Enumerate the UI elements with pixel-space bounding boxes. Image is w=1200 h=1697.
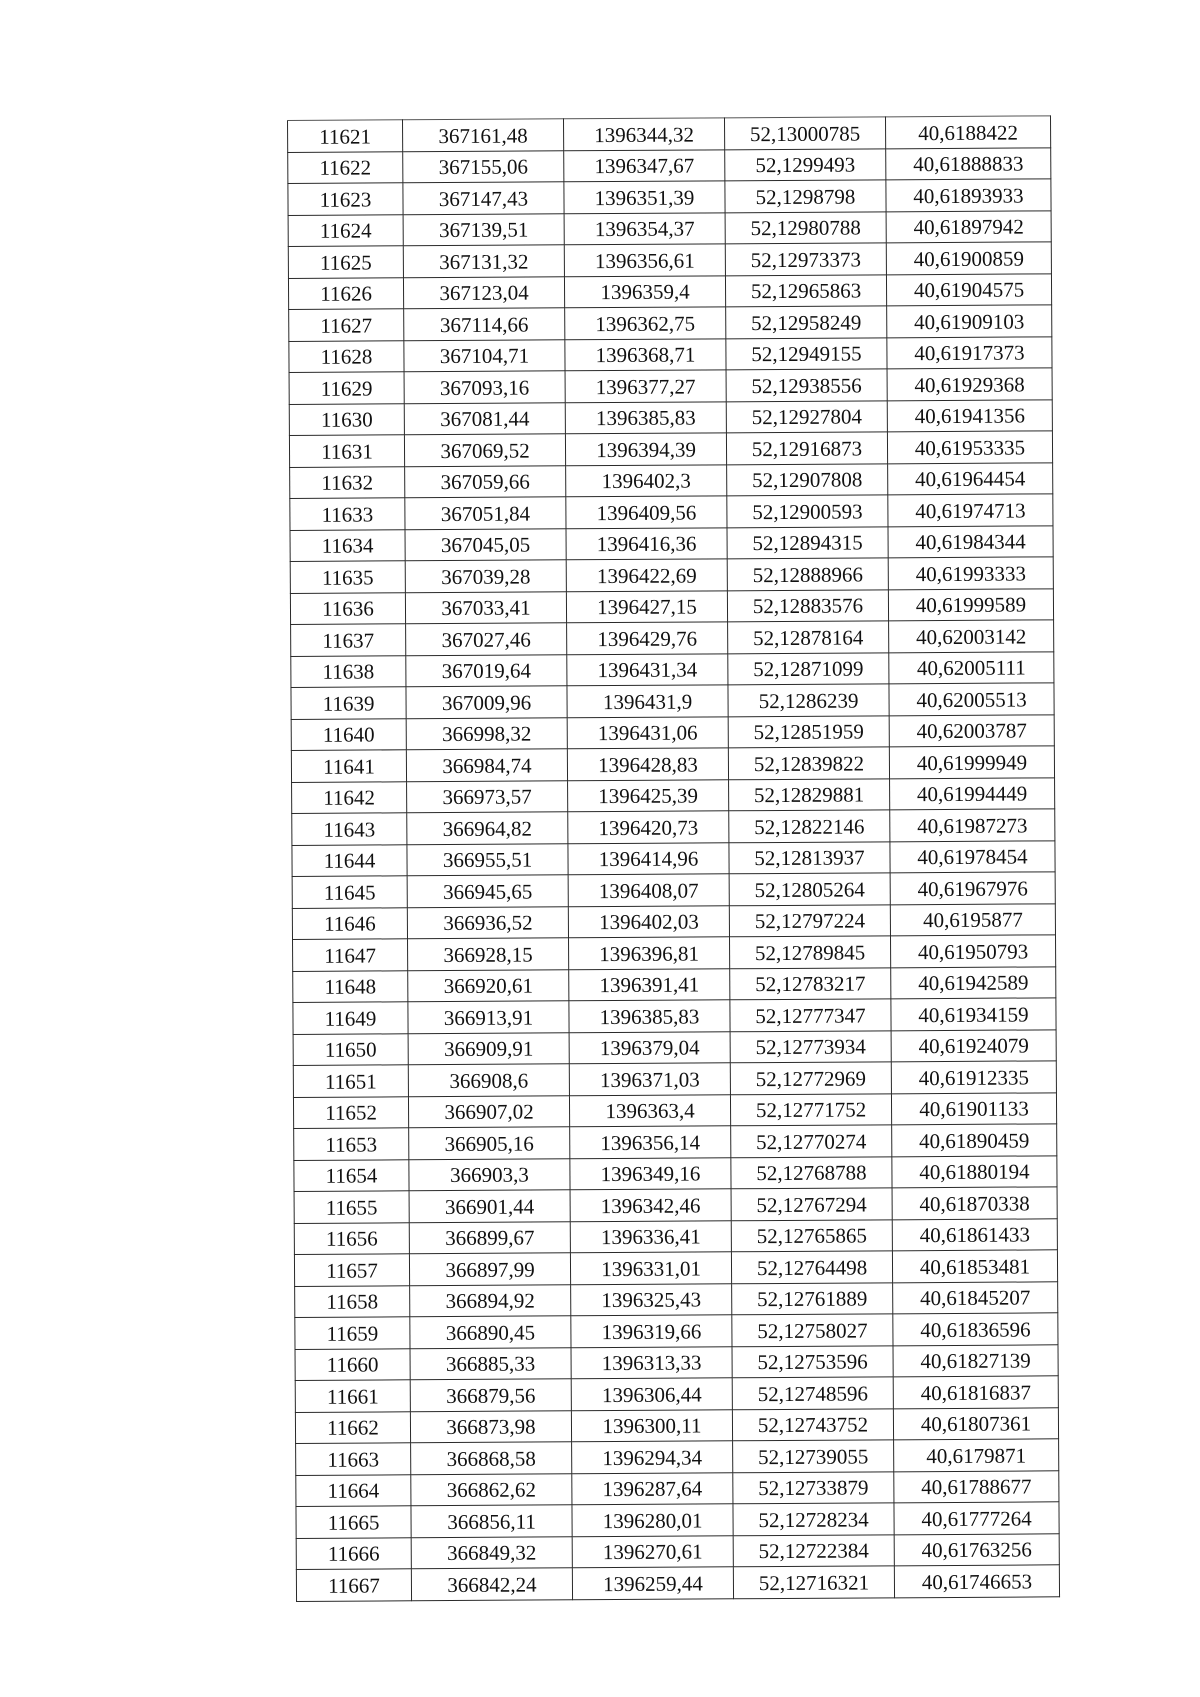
point-number-cell: 11648 — [293, 970, 408, 1002]
x-coordinate-cell: 366856,11 — [411, 1505, 572, 1537]
latitude-cell: 52,12728234 — [733, 1503, 894, 1535]
table-row — [293, 1061, 1056, 1097]
x-coordinate-cell: 366905,16 — [409, 1127, 570, 1159]
longitude-cell: 40,61880194 — [892, 1155, 1057, 1188]
y-coordinate-cell: 1396428,83 — [567, 748, 728, 780]
point-number-cell: 11656 — [294, 1222, 409, 1254]
y-coordinate-cell: 1396306,44 — [571, 1378, 732, 1410]
longitude-cell: 40,61853481 — [892, 1250, 1057, 1283]
point-number-cell: 11631 — [289, 435, 404, 467]
longitude-cell: 40,61888833 — [886, 147, 1051, 180]
latitude-cell: 52,12783217 — [730, 967, 891, 999]
point-number-cell: 11657 — [294, 1254, 409, 1286]
y-coordinate-cell: 1396371,03 — [569, 1063, 730, 1095]
point-number-cell: 11639 — [291, 687, 406, 719]
y-coordinate-cell: 1396287,64 — [572, 1472, 733, 1504]
table-row — [288, 242, 1051, 278]
y-coordinate-cell: 1396325,43 — [571, 1283, 732, 1315]
x-coordinate-cell: 366964,82 — [407, 812, 568, 844]
longitude-cell: 40,62003787 — [889, 714, 1054, 747]
table-row — [296, 1439, 1059, 1475]
longitude-cell: 40,61950793 — [890, 935, 1055, 968]
point-number-cell: 11645 — [292, 876, 407, 908]
table-row — [296, 1470, 1059, 1506]
x-coordinate-cell: 366913,91 — [408, 1001, 569, 1033]
longitude-cell: 40,62003142 — [889, 620, 1054, 653]
y-coordinate-cell: 1396431,06 — [567, 716, 728, 748]
point-number-cell: 11625 — [288, 246, 403, 278]
longitude-cell: 40,61870338 — [892, 1187, 1057, 1220]
point-number-cell: 11638 — [291, 655, 406, 687]
latitude-cell: 52,12888966 — [727, 558, 888, 590]
x-coordinate-cell: 366955,51 — [407, 843, 568, 875]
point-number-cell: 11663 — [296, 1443, 411, 1475]
y-coordinate-cell: 1396394,39 — [565, 433, 726, 465]
longitude-cell: 40,61964454 — [888, 462, 1053, 495]
y-coordinate-cell: 1396427,15 — [566, 590, 727, 622]
y-coordinate-cell: 1396342,46 — [570, 1189, 731, 1221]
point-number-cell: 11640 — [291, 718, 406, 750]
table-row — [288, 210, 1051, 246]
table-row — [296, 1533, 1059, 1569]
table-row — [295, 1344, 1058, 1380]
table-row — [289, 305, 1052, 341]
table-row — [293, 966, 1056, 1002]
table-row — [290, 557, 1053, 593]
point-number-cell: 11651 — [293, 1065, 408, 1097]
x-coordinate-cell: 366849,32 — [411, 1536, 572, 1568]
latitude-cell: 52,12900593 — [727, 495, 888, 527]
longitude-cell: 40,61763256 — [894, 1533, 1059, 1566]
x-coordinate-cell: 366868,58 — [411, 1442, 572, 1474]
table-row — [294, 1250, 1057, 1286]
point-number-cell: 11630 — [289, 403, 404, 435]
x-coordinate-cell: 367027,46 — [406, 623, 567, 655]
longitude-cell: 40,61827139 — [893, 1344, 1058, 1377]
latitude-cell: 52,12777347 — [730, 999, 891, 1031]
y-coordinate-cell: 1396280,01 — [572, 1504, 733, 1536]
point-number-cell: 11649 — [293, 1002, 408, 1034]
table-row — [295, 1376, 1058, 1412]
point-number-cell: 11642 — [292, 781, 407, 813]
longitude-cell: 40,61904575 — [886, 273, 1051, 306]
y-coordinate-cell: 1396313,33 — [571, 1346, 732, 1378]
latitude-cell: 52,12748596 — [732, 1377, 893, 1409]
x-coordinate-cell: 367139,51 — [403, 213, 564, 245]
latitude-cell: 52,12758027 — [732, 1314, 893, 1346]
x-coordinate-cell: 366936,52 — [407, 906, 568, 938]
longitude-cell: 40,61788677 — [894, 1470, 1059, 1503]
point-number-cell: 11655 — [294, 1191, 409, 1223]
y-coordinate-cell: 1396422,69 — [566, 559, 727, 591]
table-row — [296, 1502, 1059, 1538]
longitude-cell: 40,61807361 — [893, 1407, 1058, 1440]
latitude-cell: 52,12797224 — [729, 904, 890, 936]
latitude-cell: 52,12878164 — [728, 621, 889, 653]
longitude-cell: 40,61974713 — [888, 494, 1053, 527]
longitude-cell: 40,61999949 — [889, 746, 1054, 779]
latitude-cell: 52,12739055 — [733, 1440, 894, 1472]
latitude-cell: 52,12768788 — [731, 1156, 892, 1188]
point-number-cell: 11641 — [291, 750, 406, 782]
point-number-cell: 11643 — [292, 813, 407, 845]
latitude-cell: 52,12822146 — [729, 810, 890, 842]
y-coordinate-cell: 1396349,16 — [570, 1157, 731, 1189]
table-row — [292, 809, 1055, 845]
y-coordinate-cell: 1396368,71 — [565, 338, 726, 370]
table-row — [289, 368, 1052, 404]
y-coordinate-cell: 1396425,39 — [568, 779, 729, 811]
latitude-cell: 52,12772969 — [730, 1062, 891, 1094]
longitude-cell: 40,61999589 — [888, 588, 1053, 621]
x-coordinate-cell: 367114,66 — [404, 308, 565, 340]
x-coordinate-cell: 367039,28 — [405, 560, 566, 592]
latitude-cell: 52,12916873 — [726, 432, 887, 464]
table-row — [288, 116, 1051, 152]
point-number-cell: 11664 — [296, 1474, 411, 1506]
y-coordinate-cell: 1396319,66 — [571, 1315, 732, 1347]
point-number-cell: 11644 — [292, 844, 407, 876]
longitude-cell: 40,61777264 — [894, 1502, 1059, 1535]
table-row — [292, 903, 1055, 939]
latitude-cell: 52,12770274 — [731, 1125, 892, 1157]
table-row — [291, 651, 1054, 687]
x-coordinate-cell: 367059,66 — [405, 465, 566, 497]
latitude-cell: 52,12813937 — [729, 841, 890, 873]
table-row — [289, 336, 1052, 372]
longitude-cell: 40,62005111 — [889, 651, 1054, 684]
x-coordinate-cell: 367051,84 — [405, 497, 566, 529]
point-number-cell: 11665 — [296, 1506, 411, 1538]
x-coordinate-cell: 367104,71 — [404, 339, 565, 371]
y-coordinate-cell: 1396259,44 — [572, 1567, 733, 1599]
y-coordinate-cell: 1396429,76 — [567, 622, 728, 654]
longitude-cell: 40,62005513 — [889, 683, 1054, 716]
table-row — [294, 1218, 1057, 1254]
latitude-cell: 52,12733879 — [733, 1471, 894, 1503]
y-coordinate-cell: 1396344,32 — [563, 118, 724, 150]
y-coordinate-cell: 1396347,67 — [564, 149, 725, 181]
table-row — [290, 588, 1053, 624]
latitude-cell: 52,12949155 — [726, 337, 887, 369]
y-coordinate-cell: 1396356,14 — [570, 1126, 731, 1158]
longitude-cell: 40,61845207 — [893, 1281, 1058, 1314]
x-coordinate-cell: 367093,16 — [404, 371, 565, 403]
point-number-cell: 11650 — [293, 1033, 408, 1065]
x-coordinate-cell: 367147,43 — [403, 182, 564, 214]
latitude-cell: 52,12851959 — [728, 715, 889, 747]
longitude-cell: 40,61912335 — [891, 1061, 1056, 1094]
latitude-cell: 52,1298798 — [725, 180, 886, 212]
latitude-cell: 52,12722384 — [733, 1534, 894, 1566]
y-coordinate-cell: 1396416,36 — [566, 527, 727, 559]
point-number-cell: 11666 — [296, 1537, 411, 1569]
latitude-cell: 52,1299493 — [725, 148, 886, 180]
x-coordinate-cell: 367131,32 — [403, 245, 564, 277]
table-row — [291, 746, 1054, 782]
latitude-cell: 52,12773934 — [730, 1030, 891, 1062]
latitude-cell: 52,12764498 — [731, 1251, 892, 1283]
longitude-cell: 40,61993333 — [888, 557, 1053, 590]
y-coordinate-cell: 1396377,27 — [565, 370, 726, 402]
point-number-cell: 11635 — [290, 561, 405, 593]
point-number-cell: 11646 — [292, 907, 407, 939]
point-number-cell: 11623 — [288, 183, 403, 215]
x-coordinate-cell: 367081,44 — [404, 402, 565, 434]
latitude-cell: 52,12839822 — [728, 747, 889, 779]
y-coordinate-cell: 1396431,9 — [567, 685, 728, 717]
x-coordinate-cell: 366842,24 — [411, 1568, 572, 1600]
longitude-cell: 40,61929368 — [887, 368, 1052, 401]
table-row — [289, 431, 1052, 467]
table-row — [289, 399, 1052, 435]
table-row — [292, 872, 1055, 908]
latitude-cell: 52,12789845 — [729, 936, 890, 968]
longitude-cell: 40,61746653 — [894, 1565, 1059, 1598]
latitude-cell: 52,12894315 — [727, 526, 888, 558]
y-coordinate-cell: 1396336,41 — [570, 1220, 731, 1252]
y-coordinate-cell: 1396363,4 — [569, 1094, 730, 1126]
longitude-cell: 40,61836596 — [893, 1313, 1058, 1346]
longitude-cell: 40,6179871 — [894, 1439, 1059, 1472]
y-coordinate-cell: 1396408,07 — [568, 874, 729, 906]
table-row — [292, 777, 1055, 813]
table-row — [288, 273, 1051, 309]
point-number-cell: 11622 — [288, 151, 403, 183]
y-coordinate-cell: 1396356,61 — [564, 244, 725, 276]
x-coordinate-cell: 366897,99 — [409, 1253, 570, 1285]
table-row — [294, 1155, 1057, 1191]
y-coordinate-cell: 1396420,73 — [568, 811, 729, 843]
longitude-cell: 40,61978454 — [890, 840, 1055, 873]
point-number-cell: 11661 — [295, 1380, 410, 1412]
longitude-cell: 40,61901133 — [891, 1092, 1056, 1125]
latitude-cell: 52,12765865 — [731, 1219, 892, 1251]
table-row — [293, 935, 1056, 971]
point-number-cell: 11624 — [288, 214, 403, 246]
coordinates-table-body — [288, 116, 1060, 1601]
x-coordinate-cell: 366920,61 — [408, 969, 569, 1001]
latitude-cell: 52,12771752 — [730, 1093, 891, 1125]
y-coordinate-cell: 1396385,83 — [569, 1000, 730, 1032]
table-row — [295, 1281, 1058, 1317]
x-coordinate-cell: 367009,96 — [406, 686, 567, 718]
longitude-cell: 40,61909103 — [887, 305, 1052, 338]
point-number-cell: 11653 — [294, 1128, 409, 1160]
latitude-cell: 52,12871099 — [728, 652, 889, 684]
table-row — [288, 147, 1051, 183]
longitude-cell: 40,61893933 — [886, 179, 1051, 212]
longitude-cell: 40,61924079 — [891, 1029, 1056, 1062]
y-coordinate-cell: 1396351,39 — [564, 181, 725, 213]
point-number-cell: 11662 — [295, 1411, 410, 1443]
y-coordinate-cell: 1396402,03 — [568, 905, 729, 937]
y-coordinate-cell: 1396359,4 — [564, 275, 725, 307]
longitude-cell: 40,61984344 — [888, 525, 1053, 558]
latitude-cell: 52,12761889 — [732, 1282, 893, 1314]
point-number-cell: 11660 — [295, 1348, 410, 1380]
y-coordinate-cell: 1396379,04 — [569, 1031, 730, 1063]
table-row — [290, 462, 1053, 498]
latitude-cell: 52,12743752 — [732, 1408, 893, 1440]
y-coordinate-cell: 1396300,11 — [571, 1409, 732, 1441]
point-number-cell: 11621 — [288, 120, 403, 152]
latitude-cell: 52,12805264 — [729, 873, 890, 905]
x-coordinate-cell: 366901,44 — [409, 1190, 570, 1222]
x-coordinate-cell: 366873,98 — [410, 1410, 571, 1442]
latitude-cell: 52,12965863 — [725, 274, 886, 306]
point-number-cell: 11659 — [295, 1317, 410, 1349]
table-row — [291, 683, 1054, 719]
table-row — [293, 1029, 1056, 1065]
longitude-cell: 40,61994449 — [890, 777, 1055, 810]
latitude-cell: 52,12767294 — [731, 1188, 892, 1220]
y-coordinate-cell: 1396431,34 — [567, 653, 728, 685]
point-number-cell: 11667 — [296, 1569, 411, 1601]
latitude-cell: 52,12973373 — [725, 243, 886, 275]
point-number-cell: 11629 — [289, 372, 404, 404]
latitude-cell: 52,13000785 — [724, 117, 885, 149]
longitude-cell: 40,6195877 — [890, 903, 1055, 936]
point-number-cell: 11628 — [289, 340, 404, 372]
longitude-cell: 40,61890459 — [892, 1124, 1057, 1157]
longitude-cell: 40,61816837 — [893, 1376, 1058, 1409]
table-row — [292, 840, 1055, 876]
y-coordinate-cell: 1396385,83 — [565, 401, 726, 433]
point-number-cell: 11626 — [288, 277, 403, 309]
longitude-cell: 40,61941356 — [887, 399, 1052, 432]
x-coordinate-cell: 366894,92 — [410, 1284, 571, 1316]
y-coordinate-cell: 1396362,75 — [565, 307, 726, 339]
table-row — [295, 1407, 1058, 1443]
x-coordinate-cell: 366973,57 — [407, 780, 568, 812]
table-row — [290, 494, 1053, 530]
x-coordinate-cell: 367161,48 — [403, 119, 564, 151]
point-number-cell: 11654 — [294, 1159, 409, 1191]
latitude-cell: 52,12927804 — [726, 400, 887, 432]
y-coordinate-cell: 1396409,56 — [566, 496, 727, 528]
table-row — [293, 1092, 1056, 1128]
x-coordinate-cell: 366984,74 — [406, 749, 567, 781]
table-row — [288, 179, 1051, 215]
x-coordinate-cell: 366879,56 — [410, 1379, 571, 1411]
latitude-cell: 52,12829881 — [729, 778, 890, 810]
longitude-cell: 40,61953335 — [887, 431, 1052, 464]
y-coordinate-cell: 1396354,37 — [564, 212, 725, 244]
x-coordinate-cell: 366998,32 — [406, 717, 567, 749]
longitude-cell: 40,61967976 — [890, 872, 1055, 905]
x-coordinate-cell: 366885,33 — [410, 1347, 571, 1379]
latitude-cell: 52,1286239 — [728, 684, 889, 716]
table-row — [291, 714, 1054, 750]
longitude-cell: 40,61897942 — [886, 210, 1051, 243]
point-number-cell: 11632 — [290, 466, 405, 498]
point-number-cell: 11658 — [295, 1285, 410, 1317]
table-row — [291, 620, 1054, 656]
table-row — [290, 525, 1053, 561]
latitude-cell: 52,12753596 — [732, 1345, 893, 1377]
x-coordinate-cell: 366890,45 — [410, 1316, 571, 1348]
x-coordinate-cell: 366909,91 — [408, 1032, 569, 1064]
longitude-cell: 40,61934159 — [891, 998, 1056, 1031]
x-coordinate-cell: 366862,62 — [411, 1473, 572, 1505]
latitude-cell: 52,12958249 — [726, 306, 887, 338]
latitude-cell: 52,12716321 — [733, 1566, 894, 1598]
table-row — [296, 1565, 1059, 1601]
longitude-cell: 40,61942589 — [891, 966, 1056, 999]
x-coordinate-cell: 367019,64 — [406, 654, 567, 686]
point-number-cell: 11636 — [290, 592, 405, 624]
y-coordinate-cell: 1396414,96 — [568, 842, 729, 874]
x-coordinate-cell: 366928,15 — [408, 938, 569, 970]
point-number-cell: 11637 — [291, 624, 406, 656]
point-number-cell: 11652 — [293, 1096, 408, 1128]
table-row — [293, 998, 1056, 1034]
longitude-cell: 40,61900859 — [886, 242, 1051, 275]
x-coordinate-cell: 367033,41 — [405, 591, 566, 623]
y-coordinate-cell: 1396402,3 — [566, 464, 727, 496]
x-coordinate-cell: 367069,52 — [404, 434, 565, 466]
latitude-cell: 52,12980788 — [725, 211, 886, 243]
x-coordinate-cell: 366945,65 — [407, 875, 568, 907]
x-coordinate-cell: 367123,04 — [403, 276, 564, 308]
longitude-cell: 40,6188422 — [885, 116, 1050, 149]
longitude-cell: 40,61917373 — [887, 336, 1052, 369]
latitude-cell: 52,12938556 — [726, 369, 887, 401]
point-number-cell: 11647 — [293, 939, 408, 971]
longitude-cell: 40,61861433 — [892, 1218, 1057, 1251]
y-coordinate-cell: 1396396,81 — [569, 937, 730, 969]
x-coordinate-cell: 366907,02 — [408, 1095, 569, 1127]
x-coordinate-cell: 366908,6 — [408, 1064, 569, 1096]
x-coordinate-cell: 367155,06 — [403, 150, 564, 182]
latitude-cell: 52,12883576 — [727, 589, 888, 621]
latitude-cell: 52,12907808 — [727, 463, 888, 495]
y-coordinate-cell: 1396331,01 — [570, 1252, 731, 1284]
table-row — [295, 1313, 1058, 1349]
x-coordinate-cell: 367045,05 — [405, 528, 566, 560]
table-row — [294, 1187, 1057, 1223]
x-coordinate-cell: 366903,3 — [409, 1158, 570, 1190]
x-coordinate-cell: 366899,67 — [409, 1221, 570, 1253]
y-coordinate-cell: 1396270,61 — [572, 1535, 733, 1567]
y-coordinate-cell: 1396294,34 — [572, 1441, 733, 1473]
longitude-cell: 40,61987273 — [890, 809, 1055, 842]
point-number-cell: 11634 — [290, 529, 405, 561]
coordinates-table — [287, 115, 1060, 1601]
point-number-cell: 11627 — [289, 309, 404, 341]
y-coordinate-cell: 1396391,41 — [569, 968, 730, 1000]
table-row — [294, 1124, 1057, 1160]
point-number-cell: 11633 — [290, 498, 405, 530]
